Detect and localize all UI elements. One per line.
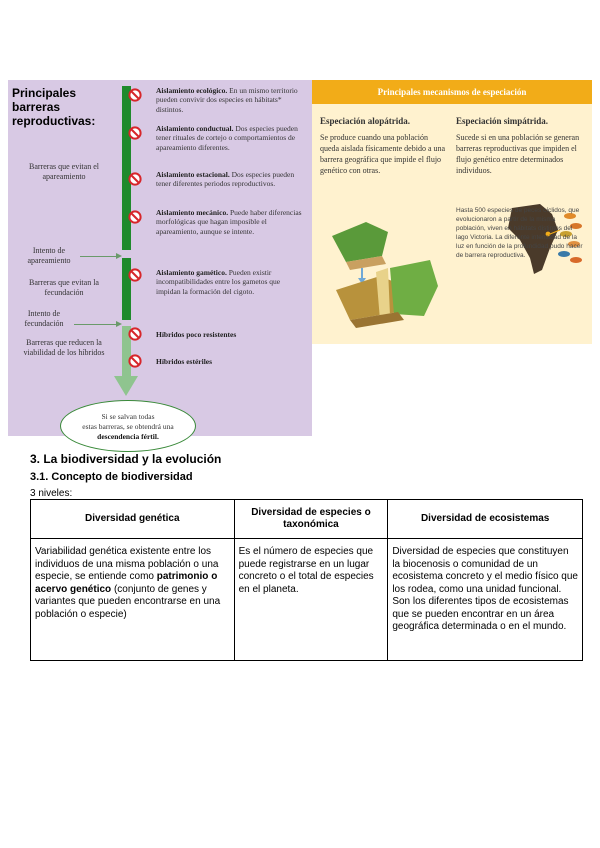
sympatric-title: Especiación simpátrida. [456, 116, 549, 126]
prohibited-icon [128, 354, 142, 368]
outcome-ellipse [60, 400, 196, 452]
label-mating-barriers: Barreras que evitan el apareamiento [29, 162, 99, 181]
arrow-right-icon [116, 253, 122, 259]
mechanism-seasonal: Aislamiento estacional. Dos especies pueden tener diferentes periodos reproductivos. [156, 170, 295, 189]
allopatric-landscape-illustration [326, 216, 446, 332]
label-fertilization-barriers: Barreras que evitan la fecundación [29, 278, 99, 297]
prohibited-icon [128, 327, 142, 341]
biodiversity-table [30, 499, 583, 661]
cichlid-example-text: Hasta 500 especies de peces cíclidos, que evolucionaron a partir de la misma población, viven en hábitats distintos del lago Victoria. La diferente intensidad de la luz en función de la profundidad pudo hacer de barrera reproductiva. [456, 207, 583, 259]
reproductive-barriers-panel [8, 80, 312, 441]
speciation-header: Principales mecanismos de especiación [312, 80, 592, 104]
table-header-row [31, 500, 583, 539]
outcome-line2: estas barreras, se obtendrá una [82, 422, 174, 431]
mechanism-gametic: Aislamiento gamético. Pueden existir incompatibilidades entre los gametos que impidan la formación del cigoto. [156, 268, 281, 296]
cell-genetic: Variabilidad genética existente entre los individuos de una misma población o una especie, se entiende como patrimonio o acervo genético (conjunto de genes y variantes que pueden encontrarse en una población o especie) [31, 539, 235, 661]
mechanism-ecological: Aislamiento ecológico. En un mismo territorio pueden convivir dos especies en hábitats* distintos. [156, 86, 298, 114]
label-mating-attempt: Intento de apareamiento [27, 246, 71, 265]
prohibited-icon [128, 268, 142, 282]
allopatric-text: Se produce cuando una población queda aislada físicamente debido a una barrera geográfica que impide el flujo genético con otras. [320, 133, 446, 175]
mechanism-weak-hybrids: Híbridos poco resistentes [156, 330, 237, 339]
mechanism-mechanical: Aislamiento mecánico. Puede haber diferencias morfológicas que hagan imposible el apareamiento, aunque se intente. [156, 208, 302, 236]
prohibited-icon [128, 210, 142, 224]
cell-ecosystems: Diversidad de especies que constituyen la biocenosis o comunidad de un ecosistema concreto y el medio físico que los rodea, como una unidad funcional. Son los diferentes tipos de ecosistemas que se pueden encontrar en un área geográfica determinada o en el mundo. [388, 539, 583, 661]
prohibited-icon [128, 88, 142, 102]
table-row [31, 539, 583, 661]
arrow-line [80, 256, 116, 257]
barriers-title: Principales barreras reproductivas: [12, 86, 96, 128]
mechanism-sterile-hybrids: Híbridos estériles [156, 357, 213, 366]
label-fertilization-attempt: Intento de fecundación [24, 309, 64, 328]
header-species: Diversidad de especies o taxonómica [234, 500, 388, 539]
down-arrow-icon [114, 376, 138, 396]
prohibited-icon [128, 126, 142, 140]
allopatric-title: Especiación alopátrida. [320, 116, 411, 126]
arrow-line [74, 324, 116, 325]
header-genetic: Diversidad genética [31, 500, 235, 539]
arrow-right-icon [116, 321, 122, 327]
label-hybrid-barriers: Barreras que reducen la viabilidad de los híbridos [23, 338, 105, 357]
section-heading: 3. La biodiversidad y la evolución [30, 452, 222, 466]
outcome-bold: descendencia fértil. [97, 432, 159, 441]
speciation-panel [312, 80, 592, 344]
header-ecosystems: Diversidad de ecosistemas [388, 500, 583, 539]
subsection-heading: 3.1. Concepto de biodiversidad [30, 471, 193, 483]
barrier-bar-mating [122, 86, 131, 250]
outcome-line1: Si se salvan todas [101, 412, 155, 421]
cell-species: Es el número de especies que puede registrarse en un lugar concreto o el total de especies en el planeta. [234, 539, 388, 661]
mechanism-behavioral: Aislamiento conductual. Dos especies pueden tener rituales de cortejo o comportamientos de apareamiento diferentes. [156, 124, 298, 152]
sympatric-text: Sucede si en una población se generan barreras reproductivas que impiden el flujo genético entre determinados individuos. [456, 133, 580, 175]
prohibited-icon [128, 172, 142, 186]
levels-label: 3 niveles: [30, 488, 73, 499]
